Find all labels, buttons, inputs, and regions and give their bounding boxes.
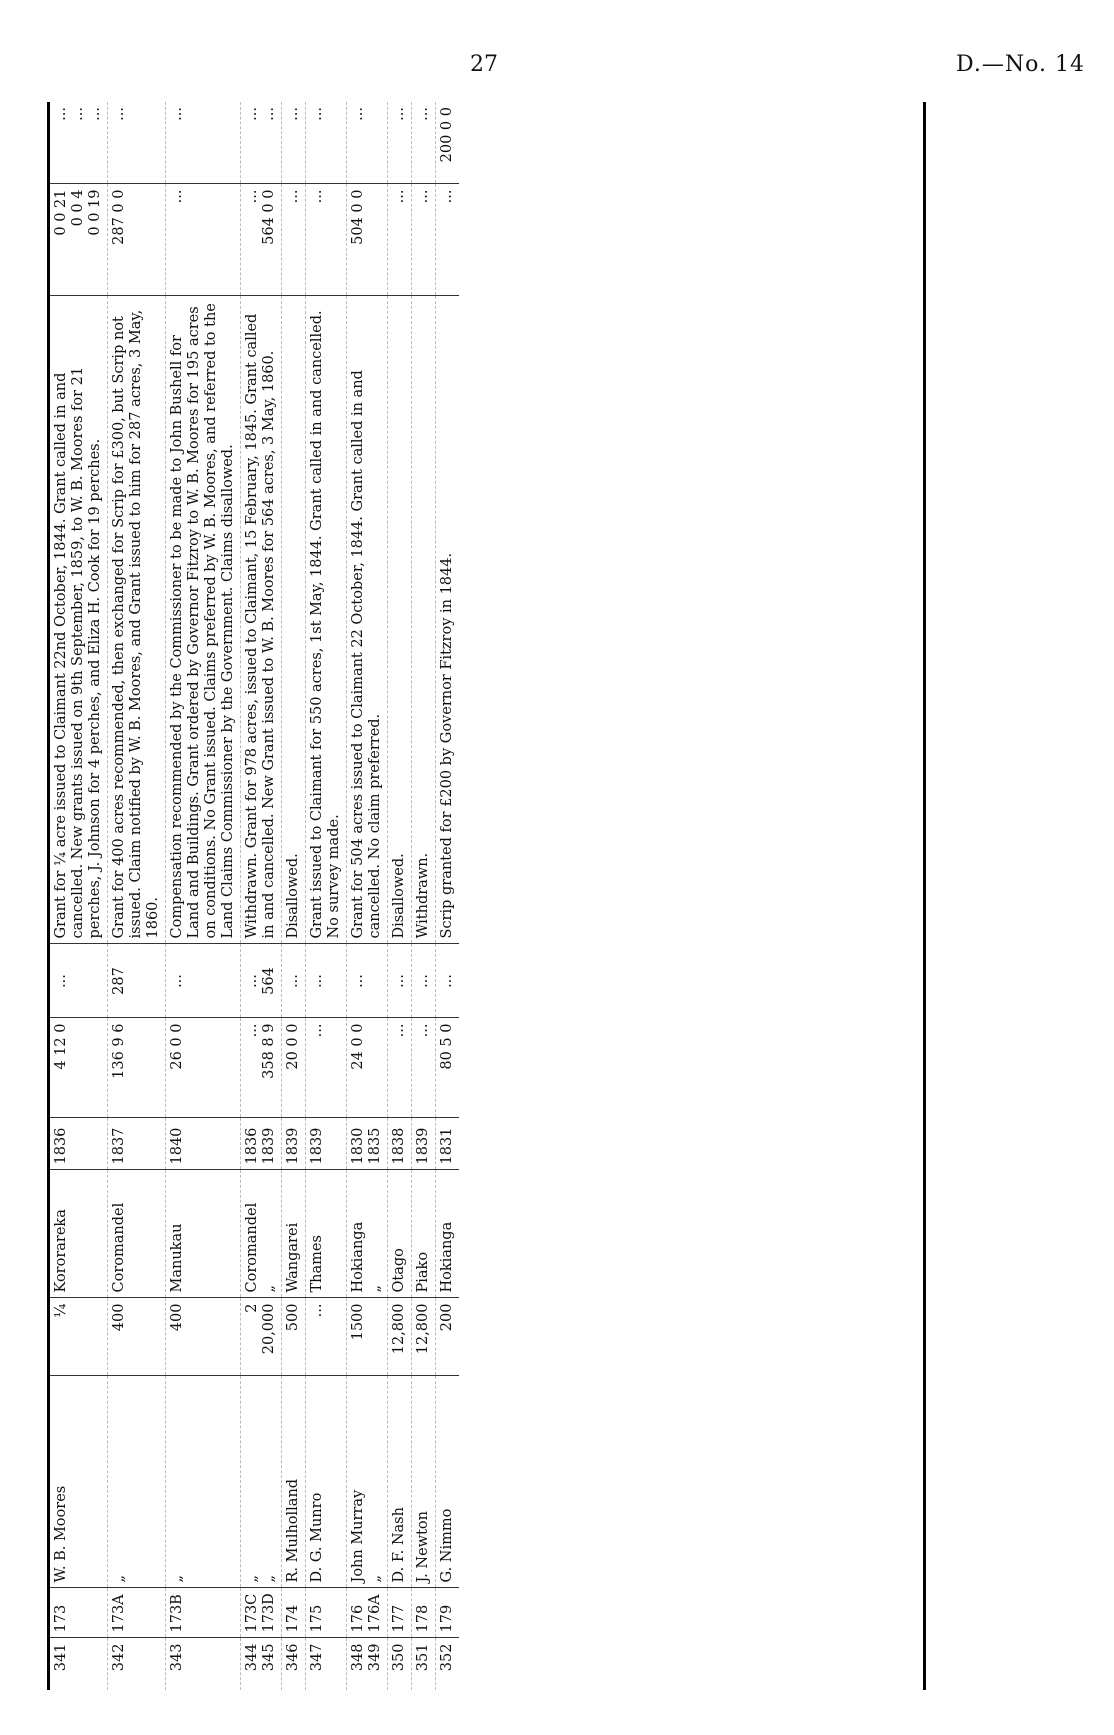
claim-number-line: 179 (439, 1604, 455, 1633)
year-cell (388, 1118, 412, 1170)
recommended-line: 564 (261, 967, 277, 995)
granted-cell (50, 184, 108, 296)
granted-line: ... (169, 189, 185, 204)
row-number-cell (50, 1638, 108, 1690)
area-line: 200 (439, 1303, 455, 1332)
place-line: Manukau (169, 1223, 185, 1293)
claimant-cell (306, 1376, 347, 1588)
claim-number-cell (108, 1588, 166, 1638)
year-line: 1837 (111, 1127, 127, 1165)
scrip-line: ... (53, 107, 69, 121)
year-line: 1836 (53, 1127, 69, 1165)
place-line: Thames (309, 1235, 325, 1293)
area-cell (388, 1298, 412, 1376)
claim-number-cell (347, 1588, 388, 1638)
recommended-line: ... (415, 974, 431, 988)
area-line: 500 (285, 1303, 301, 1332)
table-row (166, 102, 241, 1690)
row-number-line: 341 (53, 1643, 69, 1672)
scrip-line: ... (285, 107, 301, 121)
recommended-cell (108, 944, 166, 1018)
scrip-cell (388, 102, 412, 184)
scrip-line: ... (391, 107, 407, 121)
scrip-cell (412, 102, 436, 184)
claim-number-line: 176 (350, 1604, 366, 1633)
place-line: Otago (391, 1248, 407, 1293)
row-number-cell (388, 1638, 412, 1690)
row-number-line: 351 (415, 1643, 431, 1672)
row-number-cell (241, 1638, 282, 1690)
granted-cell (108, 184, 166, 296)
row-number-cell (436, 1638, 460, 1690)
year-cell (347, 1118, 388, 1170)
claim-number-cell (282, 1588, 306, 1638)
granted-cell (412, 184, 436, 296)
row-number-line: 345 (261, 1643, 277, 1672)
granted-line: 504 0 0 (350, 189, 366, 245)
claim-number-line: 176A (367, 1594, 383, 1633)
place-cell (282, 1170, 306, 1298)
claim-number-cell (166, 1588, 241, 1638)
year-cell (436, 1118, 460, 1170)
claimant-cell (412, 1376, 436, 1588)
scrip-line: 200 0 0 (439, 107, 455, 163)
area-line: 400 (169, 1303, 185, 1332)
price-cell (347, 1018, 388, 1118)
price-line: 80 5 0 (439, 1023, 455, 1070)
scrip-line: ... (415, 107, 431, 121)
row-number-cell (282, 1638, 306, 1690)
rotated-table-region (50, 102, 920, 1690)
row-number-line: 349 (367, 1643, 383, 1672)
scrip-line: ... (169, 107, 185, 121)
bottom-rule (923, 102, 926, 1690)
granted-line: ... (244, 189, 260, 204)
price-line: 26 0 0 (169, 1023, 185, 1070)
year-cell (282, 1118, 306, 1170)
area-cell (166, 1298, 241, 1376)
recommended-cell (50, 944, 108, 1018)
price-line: 20 0 0 (285, 1023, 301, 1070)
table-row (241, 102, 282, 1690)
claimant-cell (50, 1376, 108, 1588)
price-cell (108, 1018, 166, 1118)
claim-number-line: 173A (111, 1594, 127, 1633)
area-line: 400 (111, 1303, 127, 1332)
claim-number-cell (306, 1588, 347, 1638)
year-line: 1840 (169, 1127, 185, 1165)
place-line: „ (367, 1284, 383, 1293)
place-cell (306, 1170, 347, 1298)
granted-cell (306, 184, 347, 296)
row-number-line: 347 (309, 1643, 325, 1672)
granted-line: ... (309, 189, 325, 204)
price-line: ... (415, 1023, 431, 1038)
recommended-line: 287 (111, 967, 127, 995)
claim-number-cell (412, 1588, 436, 1638)
remarks-cell: Grant for 400 acres recommended, then exchanged for Scrip for £300, but Scrip not issued. Claim notified by W. B. Moores, and Grant issued to him for 287 acres, 3 May, 1860. (108, 296, 166, 944)
recommended-line: ... (285, 974, 301, 988)
row-number-cell (347, 1638, 388, 1690)
year-cell (108, 1118, 166, 1170)
recommended-line: ... (244, 974, 260, 988)
remarks-cell: Disallowed. (282, 296, 306, 944)
area-cell (347, 1298, 388, 1376)
remarks-cell: Grant for 504 acres issued to Claimant 22 October, 1844. Grant called in and cancelled. No claim preferred. (347, 296, 388, 944)
scrip-cell (436, 102, 460, 184)
page-number: 27 (470, 52, 498, 77)
year-cell (412, 1118, 436, 1170)
recommended-line: ... (350, 974, 366, 988)
claimant-line: D. G. Munro (309, 1492, 325, 1583)
row-number-cell (166, 1638, 241, 1690)
granted-line: 0 0 19 (87, 189, 103, 236)
granted-line: 0 0 4 (70, 189, 86, 227)
scrip-line: ... (70, 107, 86, 121)
claimant-cell (347, 1376, 388, 1588)
row-number-line: 348 (350, 1643, 366, 1672)
granted-line: ... (391, 189, 407, 204)
area-line: ... (309, 1303, 325, 1318)
year-line: 1835 (367, 1127, 383, 1165)
claim-number-line: 173C (244, 1593, 260, 1633)
scrip-line: ... (350, 107, 366, 121)
price-cell (241, 1018, 282, 1118)
row-number-cell (108, 1638, 166, 1690)
claim-number-cell (388, 1588, 412, 1638)
recommended-line: ... (439, 974, 455, 988)
row-number-line: 343 (169, 1643, 185, 1672)
year-line: 1839 (309, 1127, 325, 1165)
recommended-cell (436, 944, 460, 1018)
recommended-cell (412, 944, 436, 1018)
area-line: 20,000 (261, 1303, 277, 1355)
table-row (347, 102, 388, 1690)
year-line: 1839 (285, 1127, 301, 1165)
price-cell (166, 1018, 241, 1118)
claimant-line: „ (367, 1574, 383, 1583)
claimant-line: John Murray (350, 1489, 366, 1583)
scrip-cell (166, 102, 241, 184)
place-cell (166, 1170, 241, 1298)
price-cell (306, 1018, 347, 1118)
year-line: 1836 (244, 1127, 260, 1165)
place-cell (412, 1170, 436, 1298)
area-line: 2 (244, 1303, 260, 1313)
claimant-cell (388, 1376, 412, 1588)
claim-number-line: 175 (309, 1604, 325, 1633)
place-line: Piako (415, 1251, 431, 1293)
row-number-line: 342 (111, 1643, 127, 1672)
area-cell (306, 1298, 347, 1376)
scrip-line: ... (261, 107, 277, 121)
place-line: Kororareka (53, 1209, 69, 1293)
year-line: 1830 (350, 1127, 366, 1165)
year-line: 1838 (391, 1127, 407, 1165)
claim-number-line: 177 (391, 1604, 407, 1633)
row-number-line: 350 (391, 1643, 407, 1672)
scrip-line: ... (87, 107, 103, 121)
remarks-cell: Withdrawn. (412, 296, 436, 944)
place-cell (347, 1170, 388, 1298)
place-cell (108, 1170, 166, 1298)
table-row (436, 102, 460, 1690)
year-cell (166, 1118, 241, 1170)
table-row (412, 102, 436, 1690)
price-cell (50, 1018, 108, 1118)
claim-number-line: 174 (285, 1604, 301, 1633)
claim-number-cell (50, 1588, 108, 1638)
place-line: Coromandel (244, 1202, 260, 1293)
granted-cell (241, 184, 282, 296)
row-number-cell (412, 1638, 436, 1690)
claim-number-line: 178 (415, 1604, 431, 1633)
year-line: 1839 (415, 1127, 431, 1165)
remarks-cell: Grant for ¼ acre issued to Claimant 22nd October, 1844. Grant called in and cancelled. New grants issued on 9th September, 1859, to W. B. Moores for 21 perches, J. Johnson for 4 perches, and Eliza H. Cook for 19 perches. (50, 296, 108, 944)
row-number-cell (306, 1638, 347, 1690)
granted-line: 287 0 0 (111, 189, 127, 245)
claim-number-cell (436, 1588, 460, 1638)
remarks-cell: Withdrawn. Grant for 978 acres, issued to Claimant, 15 February, 1845. Grant called in and cancelled. New Grant issued to W. B. Moores for 564 acres, 3 May, 1860. (241, 296, 282, 944)
recommended-line: ... (391, 974, 407, 988)
scrip-cell (306, 102, 347, 184)
remarks-cell: Grant issued to Claimant for 550 acres, 1st May, 1844. Grant called in and cancelled. No survey made. (306, 296, 347, 944)
place-cell (436, 1170, 460, 1298)
scrip-line: ... (111, 107, 127, 121)
row-number-line: 344 (244, 1643, 260, 1672)
place-line: „ (261, 1284, 277, 1293)
price-line: 4 12 0 (53, 1023, 69, 1070)
claim-number-line: 173B (169, 1594, 185, 1633)
claim-number-line: 173 (53, 1604, 69, 1633)
area-cell (412, 1298, 436, 1376)
claimant-cell (108, 1376, 166, 1588)
place-cell (388, 1170, 412, 1298)
claim-number-line: 173D (261, 1593, 277, 1633)
place-line: Hokianga (350, 1221, 366, 1293)
row-number-line: 352 (439, 1643, 455, 1672)
table-row (50, 102, 108, 1690)
year-line: 1831 (439, 1127, 455, 1165)
claimant-line: G. Nimmo (439, 1508, 455, 1583)
row-number-line: 346 (285, 1643, 301, 1672)
recommended-line: ... (169, 974, 185, 988)
year-line: 1839 (261, 1127, 277, 1165)
place-cell (241, 1170, 282, 1298)
recommended-cell (241, 944, 282, 1018)
granted-cell (436, 184, 460, 296)
price-line: ... (309, 1023, 325, 1038)
recommended-line: ... (53, 974, 69, 988)
claim-number-cell (241, 1588, 282, 1638)
document-reference: D.—No. 14 (956, 52, 1085, 77)
remarks-cell: Compensation recommended by the Commissioner to be made to John Bushell for Land and Buildings. Grant ordered by Governor Fitzroy to W. B. Moores for 195 acres on conditions. No Grant issued. Claims preferred by W. B. Moores, and referred to the Land Claims Commissioner by the Government. Claims disallowed. (166, 296, 241, 944)
place-line: Wangarei (285, 1222, 301, 1293)
price-line: 24 0 0 (350, 1023, 366, 1070)
price-line: 136 9 6 (111, 1023, 127, 1079)
price-line: ... (391, 1023, 407, 1038)
granted-line: ... (415, 189, 431, 204)
claimant-cell (436, 1376, 460, 1588)
claimant-cell (241, 1376, 282, 1588)
place-cell (50, 1170, 108, 1298)
recommended-cell (282, 944, 306, 1018)
price-cell (388, 1018, 412, 1118)
area-cell (50, 1298, 108, 1376)
scrip-cell (241, 102, 282, 184)
claimant-cell (282, 1376, 306, 1588)
table-row (282, 102, 306, 1690)
table-row (108, 102, 166, 1690)
claims-table (50, 102, 459, 1690)
area-cell (108, 1298, 166, 1376)
granted-line: 0 0 21 (53, 189, 69, 236)
remarks-cell: Disallowed. (388, 296, 412, 944)
claimant-line: „ (244, 1574, 260, 1583)
area-line: ¼ (53, 1303, 69, 1318)
granted-line: 564 0 0 (261, 189, 277, 245)
place-line: Coromandel (111, 1202, 127, 1293)
granted-cell (388, 184, 412, 296)
price-cell (436, 1018, 460, 1118)
price-line: ... (244, 1023, 260, 1038)
scrip-line: ... (309, 107, 325, 121)
year-cell (306, 1118, 347, 1170)
price-cell (282, 1018, 306, 1118)
price-cell (412, 1018, 436, 1118)
claimant-line: „ (261, 1574, 277, 1583)
claimant-line: „ (111, 1574, 127, 1583)
table-row (388, 102, 412, 1690)
area-cell (282, 1298, 306, 1376)
claimant-line: R. Mulholland (285, 1478, 301, 1583)
scrip-cell (282, 102, 306, 184)
table-row (306, 102, 347, 1690)
place-line: Hokianga (439, 1221, 455, 1293)
claimant-line: D. F. Nash (391, 1507, 407, 1583)
recommended-cell (166, 944, 241, 1018)
granted-line: ... (285, 189, 301, 204)
area-line: 12,800 (415, 1303, 431, 1355)
remarks-cell: Scrip granted for £200 by Governor Fitzroy in 1844. (436, 296, 460, 944)
scrip-cell (347, 102, 388, 184)
area-cell (241, 1298, 282, 1376)
granted-cell (282, 184, 306, 296)
recommended-cell (306, 944, 347, 1018)
claimant-line: J. Newton (415, 1511, 431, 1583)
recommended-cell (347, 944, 388, 1018)
recommended-line: ... (309, 974, 325, 988)
granted-line: ... (439, 189, 455, 204)
area-cell (436, 1298, 460, 1376)
year-cell (50, 1118, 108, 1170)
scrip-cell (108, 102, 166, 184)
scrip-line: ... (244, 107, 260, 121)
claimant-cell (166, 1376, 241, 1588)
scrip-cell (50, 102, 108, 184)
claimant-line: W. B. Moores (53, 1485, 69, 1583)
granted-cell (347, 184, 388, 296)
year-cell (241, 1118, 282, 1170)
recommended-cell (388, 944, 412, 1018)
top-rule (47, 102, 50, 1690)
area-line: 12,800 (391, 1303, 407, 1355)
area-line: 1500 (350, 1303, 366, 1341)
granted-cell (166, 184, 241, 296)
price-line: 358 8 9 (261, 1023, 277, 1079)
claimant-line: „ (169, 1574, 185, 1583)
